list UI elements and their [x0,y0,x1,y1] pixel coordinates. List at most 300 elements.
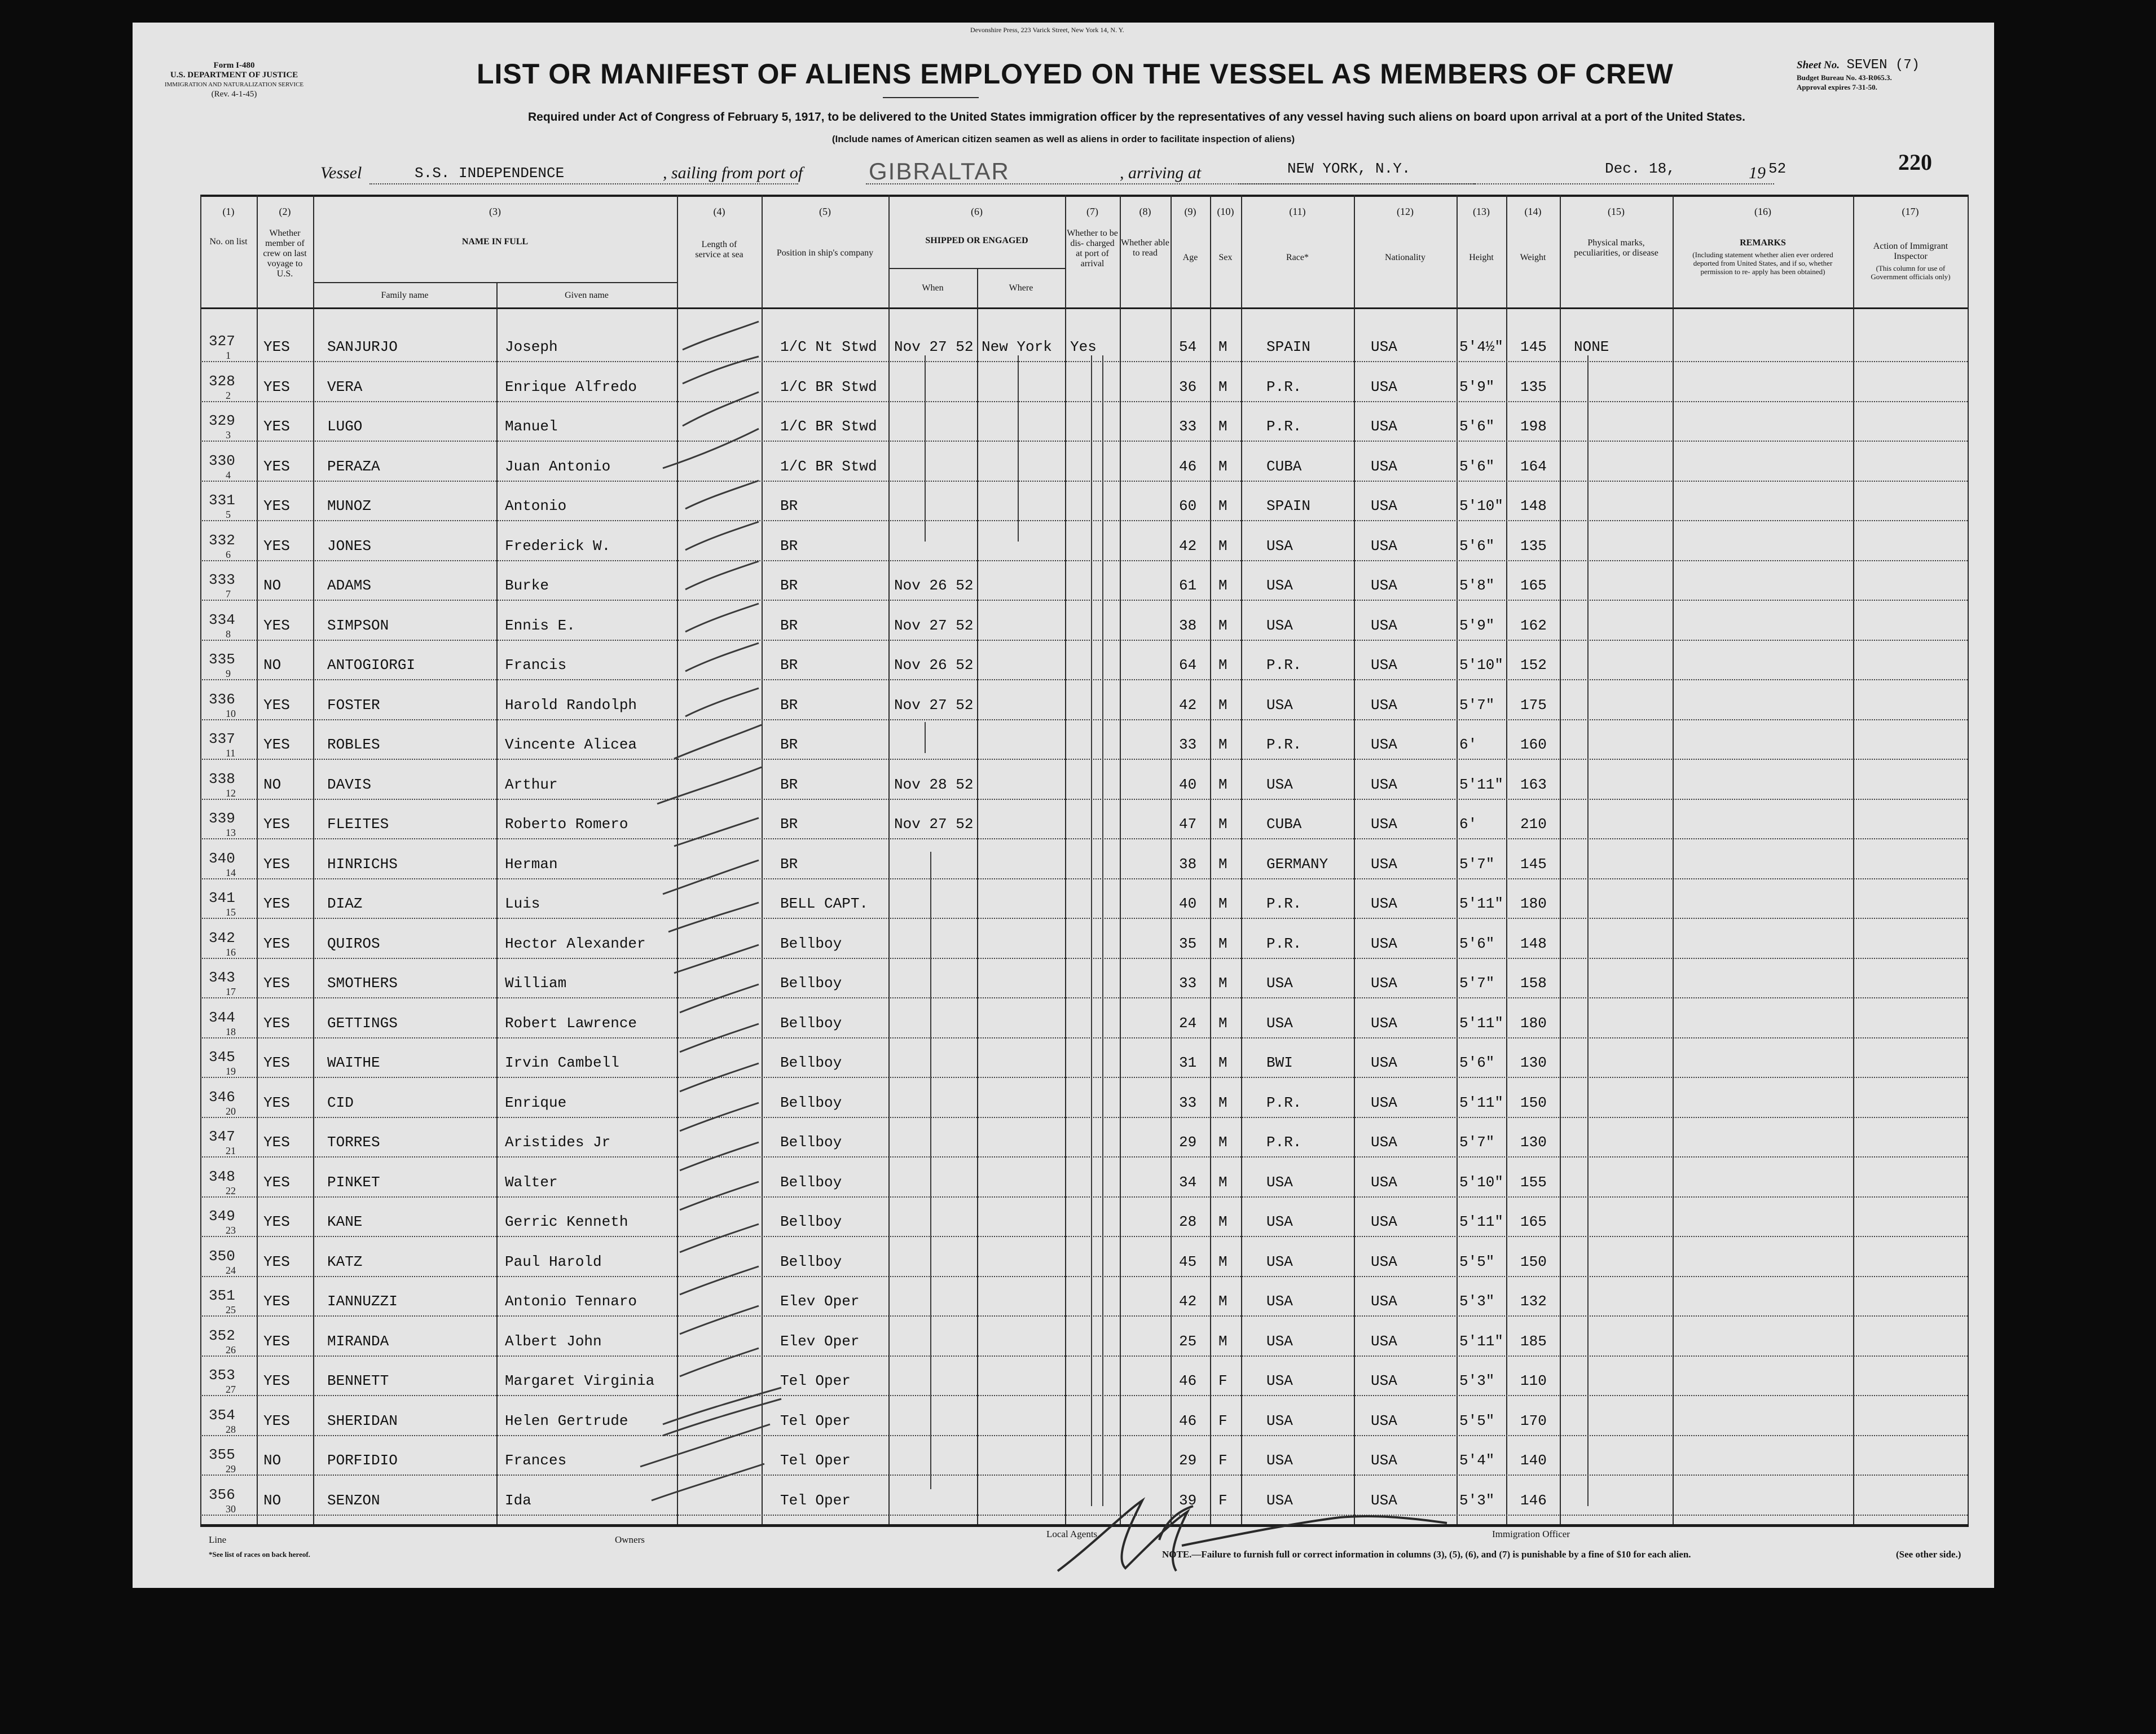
family-name: MIRANDA [327,1333,389,1350]
crew-member-flag: YES [263,697,290,714]
row-number: 331 [209,492,235,509]
age: 34 [1179,1174,1197,1191]
crew-member-flag: YES [263,418,290,435]
header-weight: Weight [1520,253,1546,262]
row-number: 344 [209,1009,235,1026]
height: 5'10" [1459,498,1504,514]
crew-member-flag: YES [263,1412,290,1429]
year-prefix: 19 [1749,164,1766,182]
family-name: BENNETT [327,1372,389,1389]
row-number: 341 [209,890,235,906]
crew-member-flag: YES [263,538,290,554]
race: P.R. [1266,657,1302,674]
position: Bellboy [780,1213,842,1230]
given-name: Robert Lawrence [505,1015,637,1032]
crew-member-flag: YES [263,1174,290,1191]
service: IMMIGRATION AND NATURALIZATION SERVICE [164,81,304,88]
position: BR [780,577,798,594]
header-physical: Physical marks, peculiarities, or disease [1574,238,1658,258]
sex: M [1218,1174,1227,1191]
shipped-when: Nov 28 52 [894,776,974,793]
age: 38 [1179,617,1197,634]
height: 5'6" [1459,458,1495,475]
crew-member-flag: YES [263,379,290,395]
race: P.R. [1266,1134,1302,1151]
age: 40 [1179,895,1197,912]
race: USA [1266,538,1293,554]
race: P.R. [1266,379,1302,395]
page-number: 220 [1898,149,1932,175]
given-name: Frances [505,1452,567,1469]
crew-member-flag: YES [263,498,290,514]
position: Bellboy [780,1015,842,1032]
height: 5'6" [1459,1054,1495,1071]
nationality: USA [1371,975,1397,992]
age: 60 [1179,498,1197,514]
header-able-read: Whether able to read [1121,238,1169,258]
age: 47 [1179,816,1197,833]
nationality: USA [1371,856,1397,873]
given-name: Paul Harold [505,1253,602,1270]
line-number: 2 [226,390,231,401]
inclusion-note: (Include names of American citizen seamen as well as aliens in order to facilitate inspection of aliens) [831,134,1295,144]
line-number: 4 [226,469,231,481]
line-number: 15 [226,906,236,918]
crew-member-flag: YES [263,856,290,873]
position: Bellboy [780,1094,842,1111]
row-number: 349 [209,1208,235,1225]
header-nationality: Nationality [1385,253,1425,262]
row-number: 339 [209,810,235,827]
race: USA [1266,1174,1293,1191]
given-name: Ida [505,1492,531,1509]
budget-number: Budget Bureau No. 43-R065.3. [1797,73,1892,82]
weight: 165 [1520,1213,1547,1230]
sex: M [1218,1213,1227,1230]
sheet-number: SEVEN (7) [1846,58,1920,73]
height: 5'8" [1459,577,1495,594]
col-num: (3) [489,206,501,217]
sex: M [1218,697,1227,714]
sex: M [1218,776,1227,793]
race: USA [1266,1293,1293,1310]
header-action: Action of Immigrant Inspector [1873,241,1948,261]
family-name: GETTINGS [327,1015,398,1032]
given-name: Hector Alexander [505,935,646,952]
line-number: 11 [226,747,236,759]
row-number: 345 [209,1049,235,1066]
given-name: Enrique Alfredo [505,379,637,395]
nationality: USA [1371,617,1397,634]
crew-member-flag: YES [263,1015,290,1032]
weight: 158 [1520,975,1547,992]
line-number: 25 [226,1304,236,1315]
given-name: Aristides Jr [505,1134,611,1151]
header-length-service: Length of service at sea [695,240,743,259]
height: 5'4½" [1459,338,1504,355]
race: USA [1266,697,1293,714]
height: 5'5" [1459,1412,1495,1429]
row-number: 333 [209,571,235,588]
crew-member-flag: YES [263,617,290,634]
given-name: Walter [505,1174,558,1191]
sex: M [1218,577,1227,594]
family-name: KANE [327,1213,363,1230]
line-number: 1 [226,350,231,361]
sex: M [1218,617,1227,634]
given-name: Frederick W. [505,538,611,554]
sex: M [1218,338,1227,355]
height: 5'3" [1459,1293,1495,1310]
age: 31 [1179,1054,1197,1071]
line-number: 16 [226,947,236,958]
row-number: 356 [209,1486,235,1503]
sex: M [1218,379,1227,395]
line-number: 3 [226,429,231,441]
race: USA [1266,1372,1293,1389]
sex: M [1218,1015,1227,1032]
line-number: 14 [226,867,236,878]
age: 33 [1179,975,1197,992]
weight: 150 [1520,1094,1547,1111]
col-num: (16) [1754,206,1771,217]
inspector-signature [1058,1500,1447,1571]
crew-member-flag: YES [263,935,290,952]
line-number: 17 [226,986,236,997]
race: P.R. [1266,1094,1302,1111]
given-name: Gerric Kenneth [505,1213,628,1230]
age: 28 [1179,1213,1197,1230]
line-number: 22 [226,1185,236,1196]
nationality: USA [1371,697,1397,714]
given-name: Vincente Alicea [505,736,637,753]
nationality: USA [1371,458,1397,475]
position: BR [780,816,798,833]
line-number: 26 [226,1344,236,1355]
col-num: (2) [279,206,291,217]
publisher-line: Devonshire Press, 223 Varick Street, New York 14, N. Y. [970,26,1124,34]
family-name: VERA [327,379,363,395]
line-number: 9 [226,668,231,679]
family-name: FLEITES [327,816,389,833]
height: 5'3" [1459,1372,1495,1389]
family-name: SIMPSON [327,617,389,634]
crew-member-flag: YES [263,736,290,753]
sex: M [1218,1253,1227,1270]
footer-note: NOTE.—Failure to furnish full or correct information in columns (3), (5), (6), and (7) is punishable by a fine of $10 for each alien. [1162,1549,1691,1560]
height: 5'7" [1459,1134,1495,1151]
header-action-sub: (This column for use of Government officials only) [1871,264,1951,281]
family-name: SENZON [327,1492,380,1509]
weight: 130 [1520,1134,1547,1151]
family-name: PORFIDIO [327,1452,398,1469]
weight: 145 [1520,856,1547,873]
row-number: 348 [209,1168,235,1185]
col-num: (14) [1524,206,1542,217]
family-name: PINKET [327,1174,380,1191]
header-crew-member: Whether member of crew on last voyage to U.S. [263,228,307,279]
line-number: 8 [226,628,231,640]
nationality: USA [1371,1452,1397,1469]
height: 5'9" [1459,617,1495,634]
position: Tel Oper [780,1412,851,1429]
age: 36 [1179,379,1197,395]
family-name: IANNUZZI [327,1293,398,1310]
age: 24 [1179,1015,1197,1032]
row-number: 336 [209,691,235,708]
header-age: Age [1182,253,1198,262]
age: 42 [1179,697,1197,714]
department: U.S. DEPARTMENT OF JUSTICE [170,71,298,80]
weight: 132 [1520,1293,1547,1310]
shipped-when: Nov 26 52 [894,657,974,674]
row-number: 350 [209,1248,235,1265]
race: USA [1266,1452,1293,1469]
sex: M [1218,1134,1227,1151]
race: USA [1266,1253,1293,1270]
departure-port: GIBRALTAR [869,158,1010,184]
col-num: (11) [1289,206,1306,217]
crew-member-flag: YES [263,338,290,355]
given-name: Joseph [505,338,558,355]
sex: F [1218,1412,1227,1429]
height: 5'11" [1459,895,1504,912]
given-name: Irvin Cambell [505,1054,619,1071]
manifest-sheet [133,23,1994,1588]
row-number: 328 [209,373,235,390]
weight: 164 [1520,458,1547,475]
line-number: 6 [226,549,231,560]
sex: M [1218,538,1227,554]
shipped-when: Nov 27 52 [894,697,974,714]
crew-member-flag: YES [263,1293,290,1310]
age: 64 [1179,657,1197,674]
height: 5'6" [1459,538,1495,554]
age: 25 [1179,1333,1197,1350]
line-number: 19 [226,1066,236,1077]
nationality: USA [1371,538,1397,554]
age: 33 [1179,736,1197,753]
sex: M [1218,418,1227,435]
col-num: (8) [1139,206,1151,217]
given-name: Antonio [505,498,567,514]
header-no-on-list: No. on list [209,237,248,247]
nationality: USA [1371,577,1397,594]
weight: 180 [1520,1015,1547,1032]
race: CUBA [1266,816,1302,833]
line-number: 28 [226,1424,236,1435]
family-name: SHERIDAN [327,1412,398,1429]
sex: M [1218,498,1227,514]
given-name: Harold Randolph [505,697,637,714]
sex: M [1218,895,1227,912]
height: 5'7" [1459,975,1495,992]
position: 1/C BR Stwd [780,379,877,395]
position: 1/C Nt Stwd [780,338,877,355]
form-number: Form I-480 [213,61,255,70]
height: 5'9" [1459,379,1495,395]
nationality: USA [1371,816,1397,833]
age: 39 [1179,1492,1197,1509]
sex: M [1218,1054,1227,1071]
family-name: ROBLES [327,736,380,753]
race: SPAIN [1266,338,1311,355]
given-name: Luis [505,895,540,912]
family-name: KATZ [327,1253,363,1270]
crew-member-flag: NO [263,577,281,594]
nationality: USA [1371,1492,1397,1509]
height: 5'11" [1459,1094,1504,1111]
race: P.R. [1266,418,1302,435]
family-name: LUGO [327,418,363,435]
shipped-when: Nov 27 52 [894,338,974,355]
race: USA [1266,776,1293,793]
family-name: FOSTER [327,697,380,714]
height: 5'6" [1459,418,1495,435]
crew-member-flag: YES [263,1134,290,1151]
pen-marks [133,23,1994,1588]
nationality: USA [1371,935,1397,952]
col-num: (1) [222,206,235,217]
age: 40 [1179,776,1197,793]
family-name: SANJURJO [327,338,398,355]
nationality: USA [1371,1253,1397,1270]
given-name: Juan Antonio [505,458,611,475]
race: USA [1266,1015,1293,1032]
sex: M [1218,458,1227,475]
weight: 162 [1520,617,1547,634]
given-name: Herman [505,856,558,873]
arrival-date: Dec. 18, [1605,160,1675,177]
line-number: 7 [226,588,231,600]
given-name: Antonio Tennaro [505,1293,637,1310]
line-number: 18 [226,1026,236,1037]
row-number: 330 [209,452,235,469]
col-num: (10) [1217,206,1234,217]
header-position: Position in ship's company [776,248,874,258]
row-number: 329 [209,412,235,429]
weight: 163 [1520,776,1547,793]
given-name: Margaret Virginia [505,1372,655,1389]
header-given-name: Given name [565,291,609,300]
nationality: USA [1371,776,1397,793]
position: BR [780,538,798,554]
race: P.R. [1266,895,1302,912]
weight: 110 [1520,1372,1547,1389]
height: 6' [1459,736,1477,753]
weight: 146 [1520,1492,1547,1509]
nationality: USA [1371,1174,1397,1191]
row-number: 343 [209,969,235,986]
line-number: 10 [226,708,236,719]
race: SPAIN [1266,498,1311,514]
length-of-service-ticks [640,322,781,1500]
position: Bellboy [780,1134,842,1151]
nationality: USA [1371,1015,1397,1032]
page-title: LIST OR MANIFEST OF ALIENS EMPLOYED ON THE VESSEL AS MEMBERS OF CREW [477,58,1674,90]
header-discharged: Whether to be dis- charged at port of arrival [1067,228,1118,269]
given-name: Manuel [505,418,558,435]
position: Bellboy [780,1054,842,1071]
ditto-lines [925,355,1588,1506]
crew-member-flag: YES [263,1213,290,1230]
position: 1/C BR Stwd [780,458,877,475]
weight: 180 [1520,895,1547,912]
height: 5'11" [1459,1213,1504,1230]
race: P.R. [1266,736,1302,753]
nationality: USA [1371,1054,1397,1071]
height: 5'7" [1459,697,1495,714]
row-number: 332 [209,532,235,549]
sex: M [1218,975,1227,992]
crew-member-flag: NO [263,1492,281,1509]
race: CUBA [1266,458,1302,475]
race: USA [1266,1333,1293,1350]
age: 46 [1179,458,1197,475]
race: USA [1266,1412,1293,1429]
col-num: (13) [1473,206,1490,217]
crew-member-flag: YES [263,1253,290,1270]
race: P.R. [1266,935,1302,952]
shipped-when: Nov 27 52 [894,816,974,833]
col-num: (17) [1902,206,1919,217]
header-height: Height [1469,253,1494,262]
row-number: 351 [209,1287,235,1304]
row-number: 335 [209,651,235,668]
family-name: QUIROS [327,935,380,952]
family-name: CID [327,1094,354,1111]
row-number: 327 [209,333,235,350]
crew-member-flag: YES [263,895,290,912]
shipped-where: New York [982,338,1052,355]
row-number: 347 [209,1128,235,1145]
line-number: 21 [226,1145,236,1156]
age: 35 [1179,935,1197,952]
header-remarks-sub: (Including statement whether alien ever ordered deported from United States, and if so, whether permission to re- apply has been obtained) [1692,250,1833,276]
age: 46 [1179,1372,1197,1389]
height: 5'10" [1459,657,1504,674]
given-name: Enrique [505,1094,567,1111]
races-note: *See list of races on back hereof. [209,1550,310,1559]
header-race: Race* [1286,253,1309,262]
crew-member-flag: YES [263,458,290,475]
family-name: DIAZ [327,895,363,912]
family-name: DAVIS [327,776,372,793]
line-number: 27 [226,1384,236,1395]
position: BELL CAPT. [780,895,869,912]
weight: 175 [1520,697,1547,714]
col-num: (12) [1397,206,1414,217]
header-family-name: Family name [381,291,429,300]
sex: M [1218,1293,1227,1310]
nationality: USA [1371,1094,1397,1111]
given-name: Helen Gertrude [505,1412,628,1429]
arriving-label: , arriving at [1120,164,1202,182]
weight: 135 [1520,538,1547,554]
age: 33 [1179,418,1197,435]
position: Bellboy [780,1174,842,1191]
line-number: 20 [226,1106,236,1117]
height: 6' [1459,816,1477,833]
vessel-name: S.S. INDEPENDENCE [415,165,565,182]
line-number: 30 [226,1503,236,1515]
col-num: (6) [971,206,983,217]
shipped-when: Nov 26 52 [894,577,974,594]
sex: M [1218,1333,1227,1350]
footer-agents-label: Local Agents [1046,1529,1098,1539]
crew-member-flag: NO [263,1452,281,1469]
given-name: William [505,975,567,992]
